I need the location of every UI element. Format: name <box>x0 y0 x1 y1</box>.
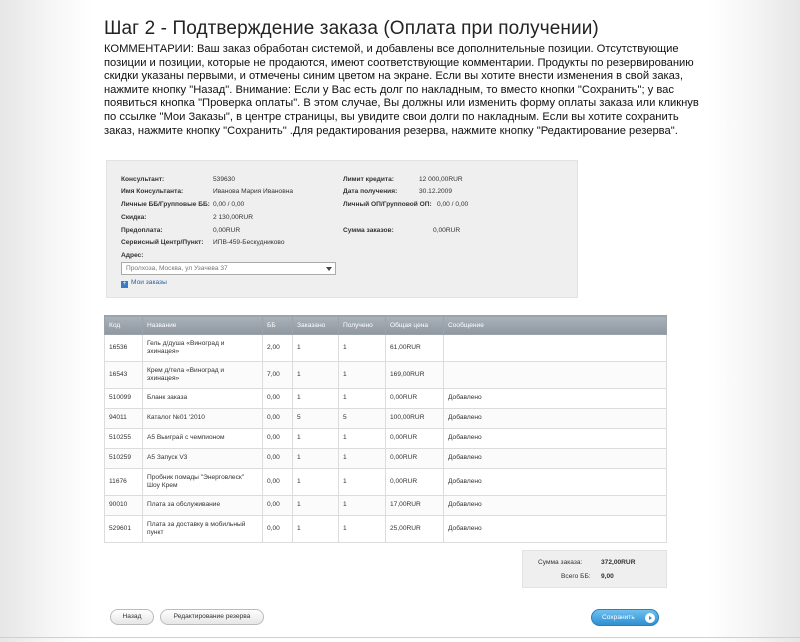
consultant-name-label: Имя Консультанта: <box>121 188 184 195</box>
cell-name: А5 Выиграй с чемпионом <box>143 429 263 449</box>
col-header-name: Название <box>143 316 263 335</box>
save-button-label: Сохранить <box>602 614 635 621</box>
cell-ordered: 1 <box>293 389 339 409</box>
cell-name: Каталог №01 '2010 <box>143 409 263 429</box>
cell-code: 11676 <box>105 469 143 496</box>
discount-value: 2 130,00RUR <box>213 214 253 221</box>
total-bb-value: 9,00 <box>601 573 614 580</box>
table-row <box>105 449 667 469</box>
cell-message: Добавлено <box>444 496 667 516</box>
consultant-name-value: Иванова Мария Ивановна <box>213 188 294 195</box>
cell-message: Добавлено <box>444 516 667 543</box>
cell-total: 17,00RUR <box>386 496 444 516</box>
edit-reserve-button[interactable]: Редактирование резерва <box>160 609 264 625</box>
cell-total: 0,00RUR <box>386 469 444 496</box>
table-row <box>105 469 667 496</box>
cell-total: 0,00RUR <box>386 449 444 469</box>
address-selected-value: Пролхоза, Москва, ул Узачева 37 <box>126 265 228 272</box>
cell-name: Крем д/тела «Виноград и эхинацея» <box>143 362 263 389</box>
receive-date-label: Дата получения: <box>343 188 398 195</box>
cell-name: Гель д/душа «Виноград и эхинацея» <box>143 335 263 362</box>
cell-bb: 0,00 <box>263 429 293 449</box>
table-row <box>105 429 667 449</box>
personal-op-value: 0,00 / 0,00 <box>437 201 469 208</box>
credit-limit-label: Лимит кредита: <box>343 176 394 183</box>
back-button[interactable]: Назад <box>110 609 154 625</box>
cell-ordered: 1 <box>293 469 339 496</box>
cell-bb: 7,00 <box>263 362 293 389</box>
cell-ordered: 1 <box>293 429 339 449</box>
cell-ordered: 1 <box>293 449 339 469</box>
chevron-down-icon <box>326 267 332 271</box>
cell-received: 1 <box>339 362 386 389</box>
credit-limit-value: 12 000,00RUR <box>419 176 463 183</box>
col-header-bb: ББ <box>263 316 293 335</box>
cell-ordered: 1 <box>293 496 339 516</box>
cell-name: А5 Запуск V3 <box>143 449 263 469</box>
service-center-label: Сервисный Центр/Пункт: <box>121 239 204 246</box>
cell-code: 16536 <box>105 335 143 362</box>
consultant-label: Консультант: <box>121 176 165 183</box>
cell-message <box>444 362 667 389</box>
address-label: Адрес: <box>121 252 144 259</box>
personal-bb-value: 0,00 / 0,00 <box>213 201 245 208</box>
cell-bb: 0,00 <box>263 516 293 543</box>
personal-op-label: Личный ОП/Групповой ОП: <box>343 201 432 208</box>
cell-code: 510099 <box>105 389 143 409</box>
cell-code: 90010 <box>105 496 143 516</box>
cell-received: 1 <box>339 429 386 449</box>
cell-ordered: 1 <box>293 362 339 389</box>
cell-bb: 0,00 <box>263 389 293 409</box>
cell-received: 1 <box>339 496 386 516</box>
cell-total: 0,00RUR <box>386 389 444 409</box>
comments-text: КОММЕНТАРИИ: Ваш заказ обработан системой, и добавлены все дополнительные позиции. Отсутствующие позиции и позиции, которые не продаются, имеют соответствующие комментарии. Продукты по резервированию скидки указаны первыми, и отмечены синим цветом на экране. Если вы хотите внести изменения в свой заказ, нажмите кнопку "Назад". Внимание: Если у Вас есть долг по накладным, то вместо кнопки "Сохранить"; у вас появиться кнопка "Проверка оплаты". В этом случае, Вы должны или изменить форму оплаты заказа или кликнув по ссылке "Мои Заказы", в центре страницы, вы увидите свои долги по накладным. Если вы хотите сохранить заказ, нажмите кнопку "Сохранить" .Для редактирования резерва, нажмите кнопку "Редактирование резерва". <box>104 43 699 137</box>
cell-received: 1 <box>339 516 386 543</box>
cell-code: 510259 <box>105 449 143 469</box>
bottom-divider <box>0 637 800 638</box>
col-header-ordered: Заказано <box>293 316 339 335</box>
cell-received: 1 <box>339 449 386 469</box>
page-title: Шаг 2 - Подтверждение заказа (Оплата при получении) <box>104 18 599 39</box>
address-select[interactable] <box>121 262 336 275</box>
discount-label: Скидка: <box>121 214 147 221</box>
cell-received: 1 <box>339 469 386 496</box>
order-items-table <box>104 315 667 543</box>
table-row <box>105 409 667 429</box>
cell-bb: 0,00 <box>263 496 293 516</box>
my-orders-link[interactable] <box>121 279 167 288</box>
right-background <box>708 0 800 642</box>
cell-total: 0,00RUR <box>386 429 444 449</box>
cell-name: Плата за обслуживание <box>143 496 263 516</box>
cell-name: Бланк заказа <box>143 389 263 409</box>
cell-code: 16543 <box>105 362 143 389</box>
cell-bb: 0,00 <box>263 449 293 469</box>
table-row <box>105 389 667 409</box>
personal-bb-label: Личные ББ/Групповые ББ: <box>121 201 210 208</box>
arrow-right-icon <box>645 613 655 623</box>
cell-message: Добавлено <box>444 389 667 409</box>
cell-ordered: 1 <box>293 516 339 543</box>
cell-message: Добавлено <box>444 409 667 429</box>
cell-ordered: 1 <box>293 335 339 362</box>
col-header-message: Сообщение <box>444 316 667 335</box>
cell-ordered: 5 <box>293 409 339 429</box>
table-row <box>105 362 667 389</box>
cell-name: Плата за доставку в мобильный пункт <box>143 516 263 543</box>
my-orders-link-label: Мои заказы <box>131 279 167 286</box>
prepayment-value: 0,00RUR <box>213 227 241 234</box>
table-row <box>105 496 667 516</box>
orders-sum-value: 0,00RUR <box>433 227 461 234</box>
order-confirmation-page <box>92 0 708 642</box>
save-button[interactable] <box>591 609 659 626</box>
cell-total: 61,00RUR <box>386 335 444 362</box>
table-row <box>105 516 667 543</box>
cell-code: 510255 <box>105 429 143 449</box>
cell-name: Пробник помады "Энерговлеск" Шоу Крем <box>143 469 263 496</box>
cell-code: 94011 <box>105 409 143 429</box>
orders-sum-label: Сумма заказов: <box>343 227 394 234</box>
cell-message: Добавлено <box>444 449 667 469</box>
order-summary-panel <box>522 550 667 588</box>
plus-icon: + <box>122 281 127 287</box>
cell-received: 1 <box>339 335 386 362</box>
cell-bb: 2,00 <box>263 335 293 362</box>
cell-total: 100,00RUR <box>386 409 444 429</box>
consultant-value: 539630 <box>213 176 236 183</box>
cell-bb: 0,00 <box>263 469 293 496</box>
consultant-info-panel <box>106 160 578 298</box>
order-sum-label: Сумма заказа: <box>538 559 583 566</box>
total-bb-label: Всего ББ: <box>561 573 591 580</box>
table-row <box>105 335 667 362</box>
col-header-total: Общая цена <box>386 316 444 335</box>
cell-message <box>444 335 667 362</box>
cell-received: 1 <box>339 389 386 409</box>
cell-bb: 0,00 <box>263 409 293 429</box>
prepayment-label: Предоплата: <box>121 227 163 234</box>
cell-code: 529601 <box>105 516 143 543</box>
left-background <box>0 0 92 642</box>
cell-message: Добавлено <box>444 469 667 496</box>
receive-date-value: 30.12.2009 <box>419 188 453 195</box>
service-center-value: ИПВ-459-Бескудниково <box>213 239 285 246</box>
col-header-code: Код <box>105 316 143 335</box>
table-header-row <box>105 316 667 335</box>
order-sum-value: 372,00RUR <box>601 559 636 566</box>
cell-message: Добавлено <box>444 429 667 449</box>
col-header-received: Получено <box>339 316 386 335</box>
cell-received: 5 <box>339 409 386 429</box>
cell-total: 25,00RUR <box>386 516 444 543</box>
cell-total: 169,00RUR <box>386 362 444 389</box>
